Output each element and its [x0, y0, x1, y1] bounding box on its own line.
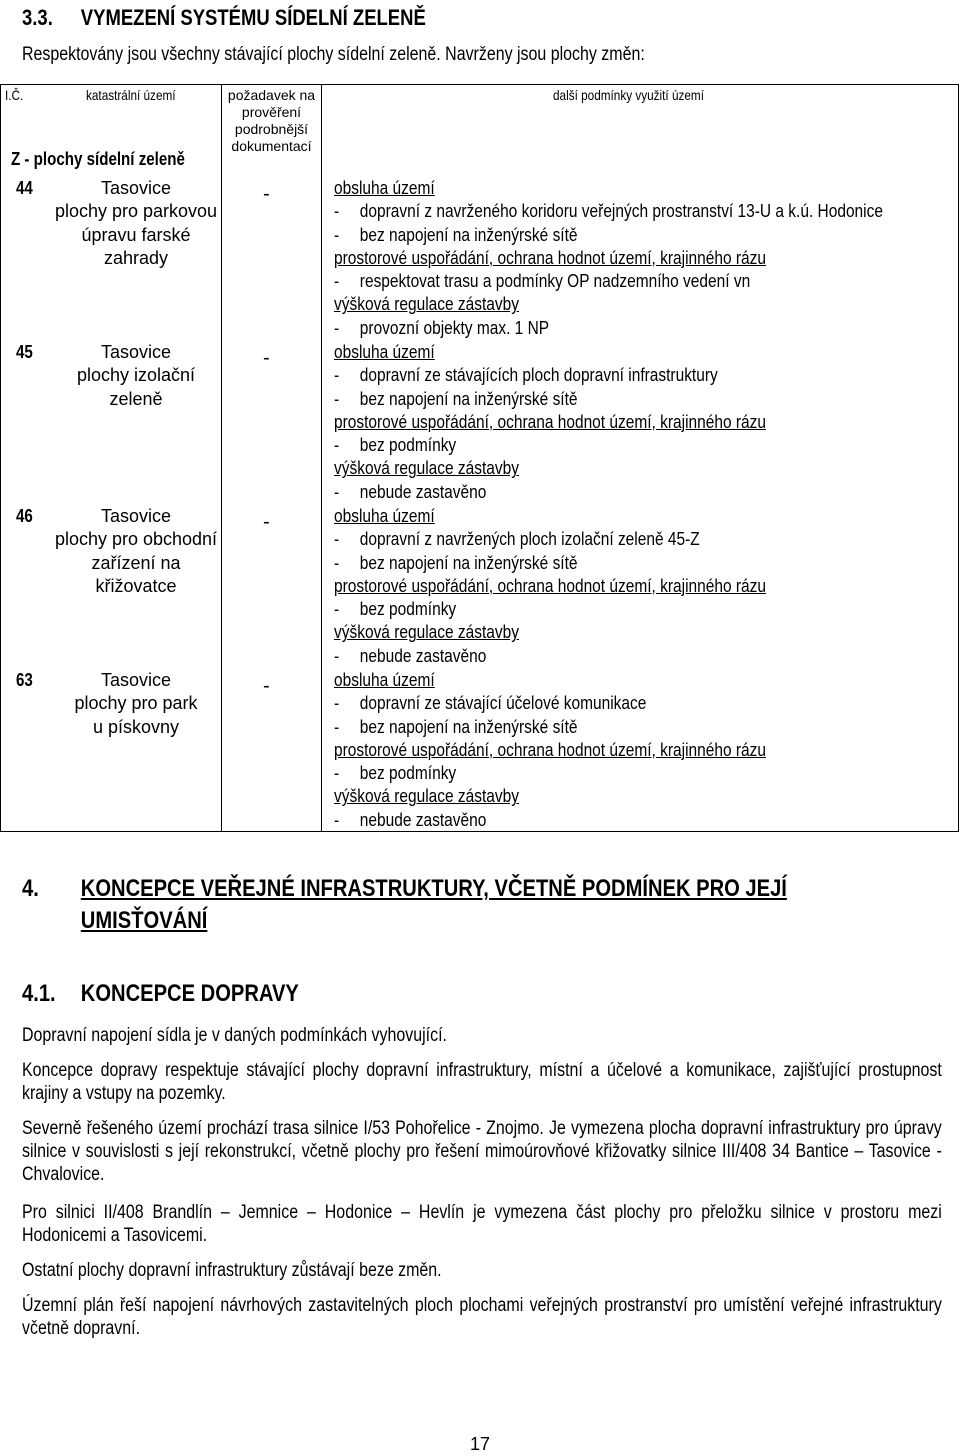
condition-text: obsluha území — [334, 670, 435, 690]
condition-heading — [334, 247, 883, 270]
condition-text: bez napojení na inženýrské sítě — [359, 552, 578, 573]
header-requirement-line: prověření — [241, 104, 302, 120]
condition-item — [334, 200, 883, 223]
row-description-line: zahrady — [103, 247, 169, 268]
condition-text: obsluha území — [334, 506, 435, 526]
condition-dash: - — [334, 645, 340, 666]
paragraph: Dopravní napojení sídla je v daných podmínkách vyhovující. — [22, 1025, 447, 1046]
condition-item — [334, 528, 766, 551]
condition-text: bez podmínky — [359, 435, 457, 456]
condition-item — [334, 224, 883, 247]
section-title-continued: UMISŤOVÁNÍ — [80, 907, 208, 934]
condition-text: bez podmínky — [359, 763, 457, 784]
row-requirement: - — [263, 675, 270, 697]
condition-dash: - — [334, 552, 340, 573]
condition-item — [334, 434, 766, 457]
condition-dash: - — [334, 716, 340, 737]
condition-dash: - — [334, 317, 340, 338]
section-number: 4.1. — [22, 980, 56, 1007]
paragraph: Severně řešeného území prochází trasa silnice I/53 Pohořelice - Znojmo. Je vymezena plocha dopravní infrastruktury pro úpravy silnice v souvislosti s její rekonstrukcí, včetně plochy pro řešení mimoúrovňové křižovatky silnice III/408 34 Bantice – Tasovice - Chvalovice. — [22, 1118, 942, 1185]
row-description-line: plochy izolační — [76, 365, 196, 386]
paragraph: Územní plán řeší napojení návrhových zastavitelných ploch plochami veřejných prostranství pro umístění veřejné infrastruktury včetně dopravní. — [22, 1295, 942, 1339]
row-requirement: - — [263, 347, 270, 369]
row-description-line: Tasovice — [100, 342, 172, 362]
condition-text: výšková regulace zástavby — [334, 786, 519, 807]
row-description — [41, 341, 231, 411]
condition-item — [334, 481, 766, 504]
condition-dash: - — [334, 435, 340, 456]
section-number: 4. — [22, 875, 39, 902]
row-conditions — [334, 505, 836, 668]
condition-text: výšková regulace zástavby — [334, 458, 519, 479]
condition-text: dopravní ze stávajících ploch dopravní infrastruktury — [359, 365, 718, 386]
condition-text: dopravní z navržených ploch izolační zeleně 45-Z — [359, 529, 700, 550]
condition-dash: - — [334, 693, 340, 714]
section-heading-4 — [22, 873, 938, 937]
header-area: katastrální území — [86, 87, 176, 103]
condition-item — [334, 388, 766, 411]
group-title: Z - plochy sídelní zeleně — [11, 149, 185, 169]
row-requirement: - — [263, 183, 270, 205]
header-requirement-line: podrobnější — [234, 121, 309, 137]
row-id: 44 — [16, 178, 33, 198]
row-conditions — [334, 669, 836, 832]
condition-text: prostorové uspořádání, ochrana hodnot území, krajinného rázu — [334, 575, 766, 596]
condition-text: provozní objekty max. 1 NP — [359, 317, 550, 338]
condition-item — [334, 364, 766, 387]
paragraph: Ostatní plochy dopravní infrastruktury zůstávají beze změn. — [22, 1260, 442, 1281]
condition-heading — [334, 505, 766, 528]
row-description-line: Tasovice — [100, 670, 172, 690]
intro-text: Respektovány jsou všechny stávající plochy sídelní zeleně. Navrženy jsou plochy změn: — [22, 44, 645, 65]
row-requirement: - — [263, 511, 270, 533]
row-description-line: úpravu farské — [81, 224, 191, 245]
condition-heading — [334, 177, 883, 200]
header-conditions: další podmínky využití území — [553, 87, 704, 103]
header-requirement-line: dokumentací — [231, 138, 312, 154]
row-description-line: plochy pro parkovou — [54, 201, 218, 222]
condition-text: prostorové uspořádání, ochrana hodnot území, krajinného rázu — [334, 739, 766, 760]
row-description-line: plochy pro park — [74, 693, 198, 714]
condition-item — [334, 692, 766, 715]
condition-item — [334, 762, 766, 785]
row-description-line: zeleně — [109, 388, 163, 409]
condition-text: výšková regulace zástavby — [334, 294, 519, 315]
greenery-table — [0, 84, 959, 832]
row-conditions — [334, 341, 836, 504]
condition-text: respektovat trasu a podmínky OP nadzemního vedení vn — [359, 271, 751, 292]
row-description-line: zařízení na — [91, 552, 181, 573]
condition-heading — [334, 669, 766, 692]
section-title: KONCEPCE DOPRAVY — [80, 980, 299, 1007]
condition-item — [334, 317, 883, 340]
condition-item — [334, 716, 766, 739]
condition-dash: - — [334, 388, 340, 409]
condition-text: dopravní ze stávající účelové komunikace — [359, 693, 647, 714]
header-ic: I.Č. — [5, 87, 24, 103]
condition-dash: - — [334, 599, 340, 620]
condition-heading — [334, 457, 766, 480]
row-description — [41, 505, 231, 598]
row-description — [41, 669, 231, 739]
row-id: 45 — [16, 342, 33, 362]
condition-dash: - — [334, 763, 340, 784]
row-id: 46 — [16, 506, 33, 526]
condition-text: bez podmínky — [359, 599, 457, 620]
condition-dash: - — [334, 481, 340, 502]
column-divider — [321, 85, 322, 831]
header-requirement-line: požadavek na — [227, 87, 316, 103]
condition-text: bez napojení na inženýrské sítě — [359, 224, 578, 245]
condition-text: dopravní z navrženého koridoru veřejných prostranství 13-U a k.ú. Hodonice — [359, 201, 883, 222]
condition-text: prostorové uspořádání, ochrana hodnot území, krajinného rázu — [334, 247, 766, 268]
row-description — [41, 177, 231, 270]
condition-heading — [334, 293, 883, 316]
condition-dash: - — [334, 365, 340, 386]
condition-dash: - — [334, 529, 340, 550]
condition-text: výšková regulace zástavby — [334, 622, 519, 643]
row-description-line: u pískovny — [92, 716, 180, 737]
condition-heading — [334, 739, 766, 762]
condition-text: nebude zastavěno — [359, 809, 487, 830]
condition-item — [334, 270, 883, 293]
page-number: 17 — [470, 1434, 491, 1454]
section-heading-3-3 — [22, 5, 426, 31]
section-title: VYMEZENÍ SYSTÉMU SÍDELNÍ ZELENĚ — [80, 5, 426, 30]
row-id: 63 — [16, 670, 33, 690]
paragraph: Koncepce dopravy respektuje stávající plochy dopravní infrastruktury, místní a účelové a komunikace, zajišťující prostupnost krajiny a vstupy na pozemky. — [22, 1060, 942, 1104]
section-heading-4-1 — [22, 980, 299, 1008]
condition-text: prostorové uspořádání, ochrana hodnot území, krajinného rázu — [334, 411, 766, 432]
condition-heading — [334, 785, 766, 808]
condition-text: nebude zastavěno — [359, 481, 487, 502]
condition-heading — [334, 575, 766, 598]
condition-dash: - — [334, 809, 340, 830]
condition-heading — [334, 621, 766, 644]
row-conditions — [334, 177, 960, 340]
section-title: KONCEPCE VEŘEJNÉ INFRASTRUKTURY, VČETNĚ PODMÍNEK PRO JEJÍ — [80, 875, 787, 902]
section-number: 3.3. — [22, 5, 53, 30]
condition-item — [334, 598, 766, 621]
condition-dash: - — [334, 201, 340, 222]
condition-item — [334, 809, 766, 832]
row-description-line: Tasovice — [100, 178, 172, 198]
header-requirement — [222, 87, 321, 155]
row-description-line: křižovatce — [95, 575, 177, 596]
condition-dash: - — [334, 271, 340, 292]
row-description-line: plochy pro obchodní — [54, 529, 218, 550]
condition-dash: - — [334, 224, 340, 245]
condition-text: obsluha území — [334, 178, 435, 198]
condition-text: bez napojení na inženýrské sítě — [359, 716, 578, 737]
paragraph: Pro silnici II/408 Brandlín – Jemnice – Hodonice – Hevlín je vymezena část plochy pro přeložku silnice v prostoru mezi Hodonicemi a Tasovicemi. — [22, 1202, 942, 1246]
condition-item — [334, 645, 766, 668]
condition-text: nebude zastavěno — [359, 645, 487, 666]
condition-heading — [334, 341, 766, 364]
row-description-line: Tasovice — [100, 506, 172, 526]
condition-item — [334, 552, 766, 575]
condition-text: obsluha území — [334, 342, 435, 362]
condition-heading — [334, 411, 766, 434]
condition-text: bez napojení na inženýrské sítě — [359, 388, 578, 409]
